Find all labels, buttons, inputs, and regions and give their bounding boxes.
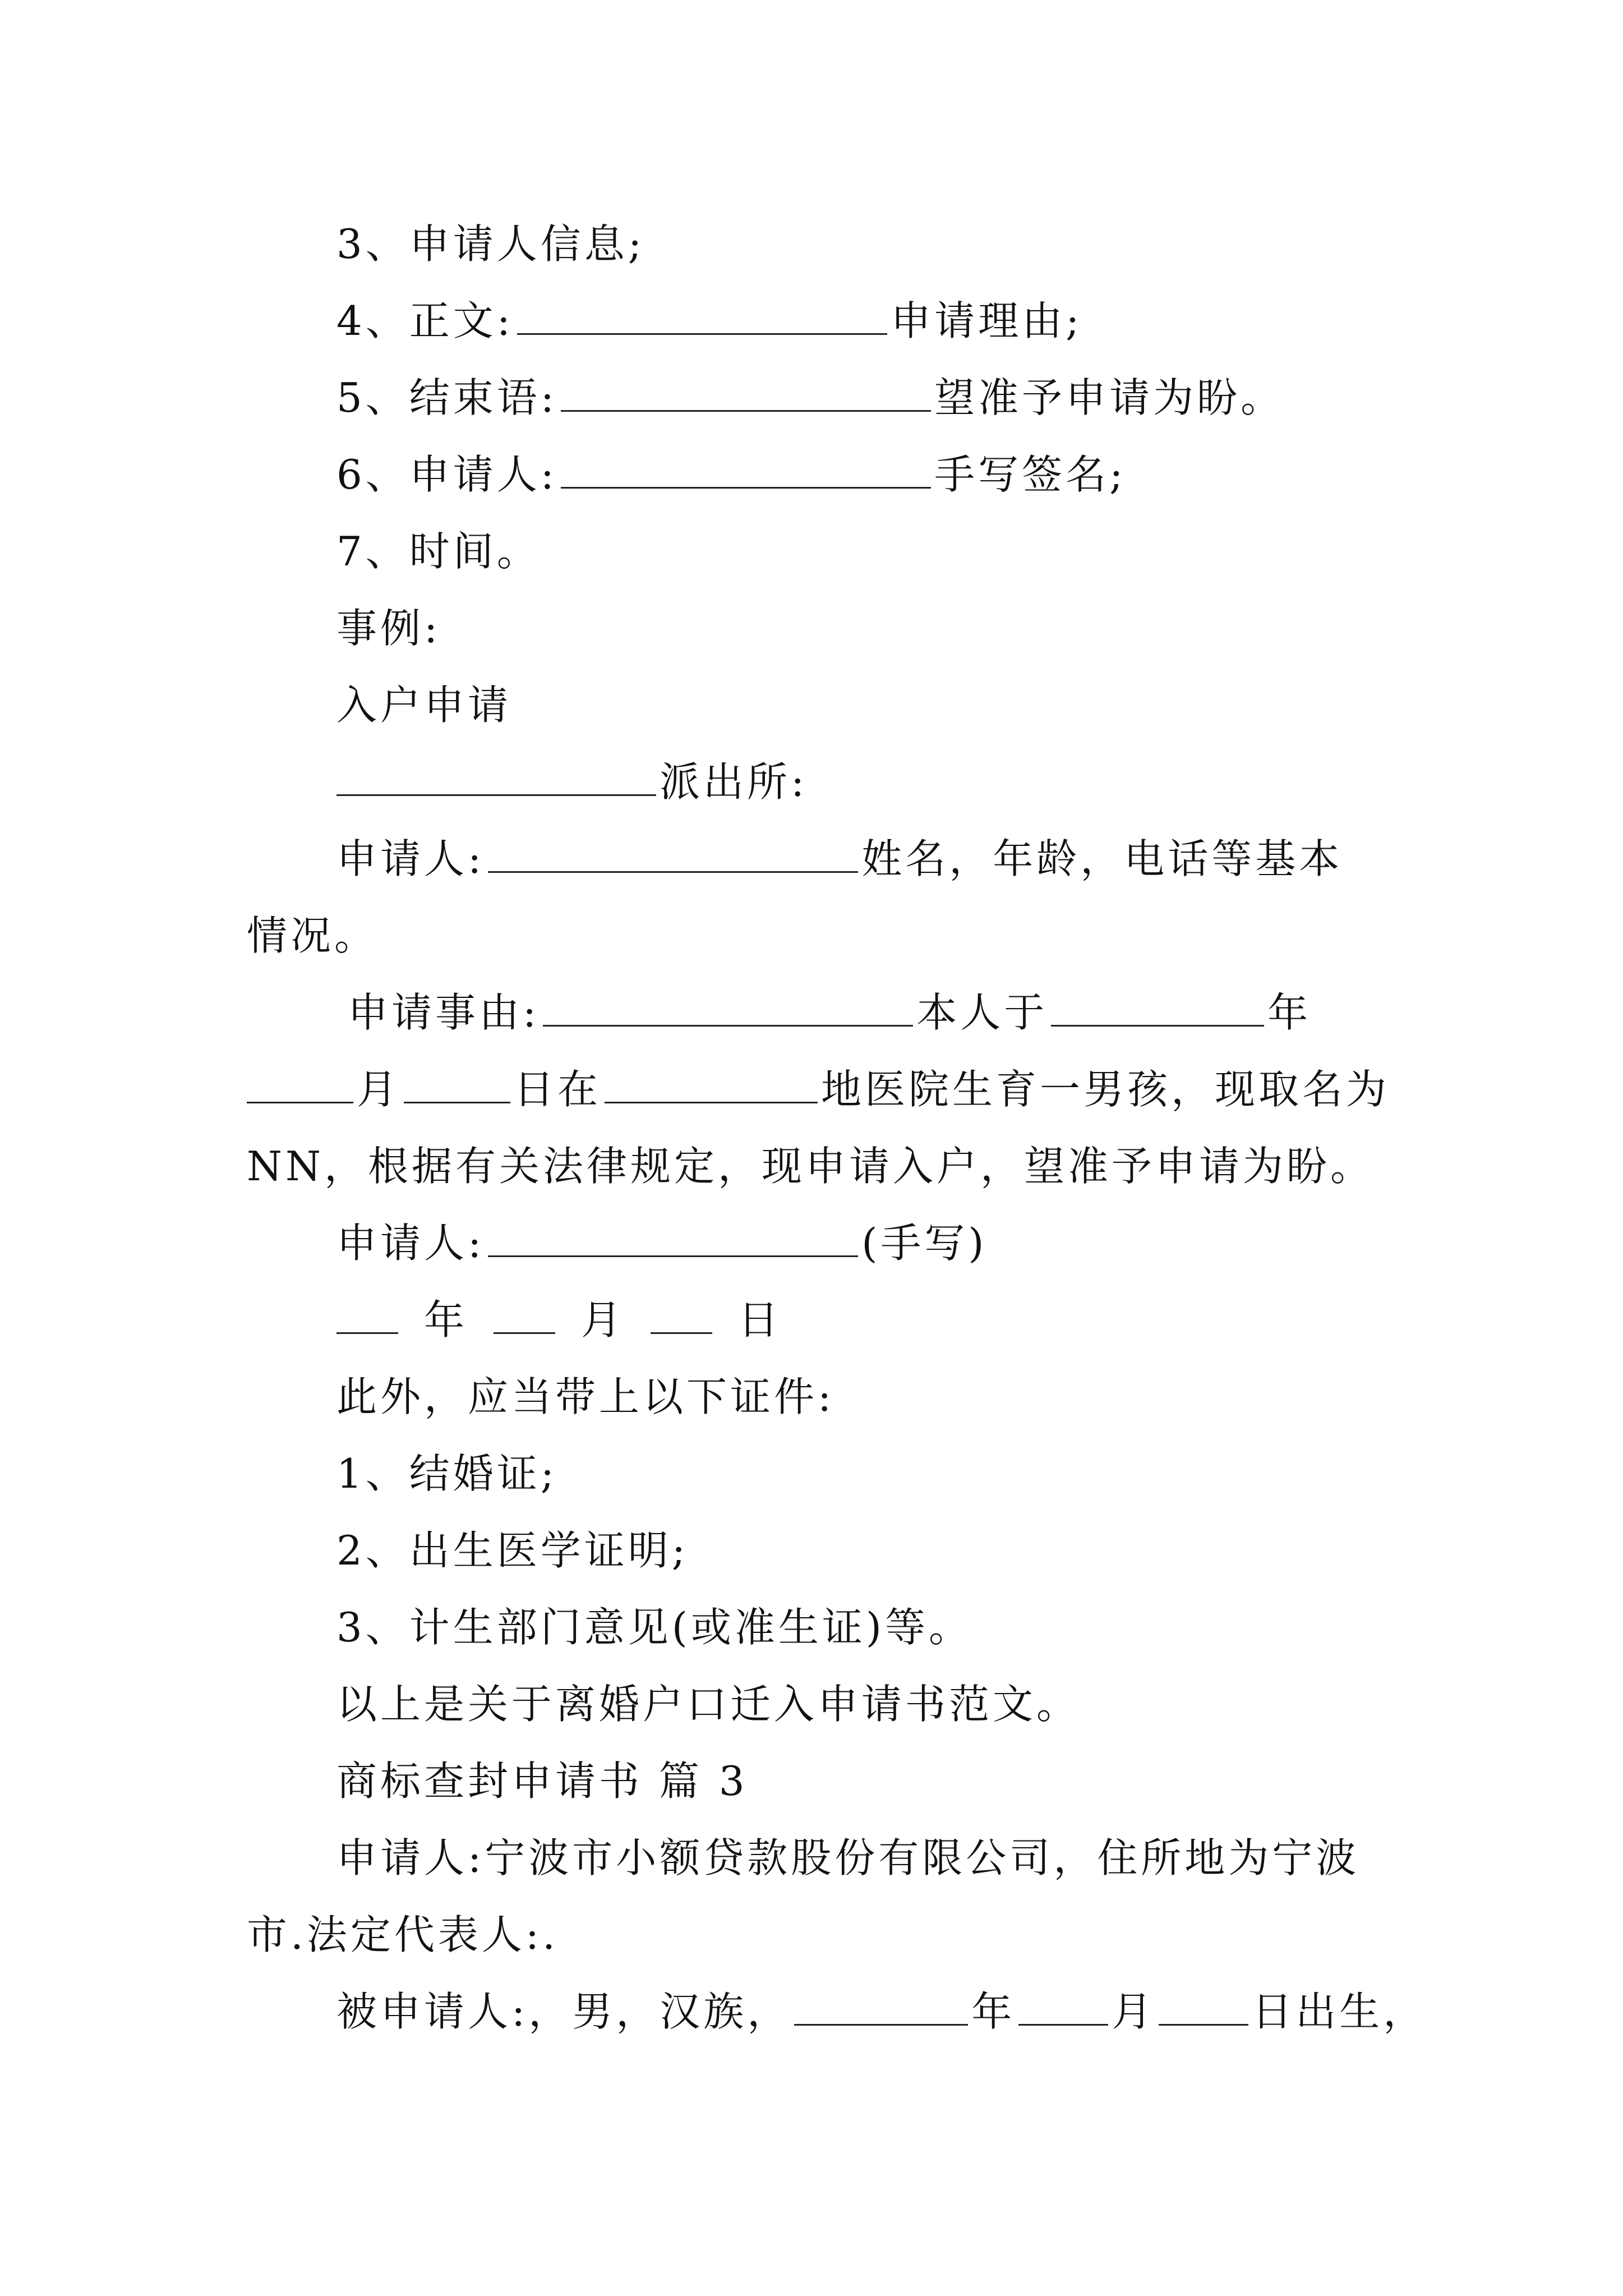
fill-in-blank [543, 986, 913, 1027]
reason-line [348, 984, 1311, 1041]
fill-in-blank [404, 1062, 510, 1103]
list-item-time [336, 523, 541, 579]
list-item-closing [336, 370, 1284, 426]
reason-line-end [247, 1138, 1374, 1194]
line-text: 情况。 [247, 912, 379, 959]
line-text: 申请人: [336, 835, 485, 882]
fill-in-blank [605, 1062, 818, 1103]
respondent-line [336, 1984, 1427, 2040]
line-text: 3、计生部门意见(或准生证)等。 [336, 1604, 972, 1651]
line-text: (手写) [861, 1220, 988, 1267]
line-text: 申请人:宁波市小额贷款股份有限公司，住所地为宁波 [336, 1834, 1360, 1881]
fill-in-blank [336, 1293, 398, 1334]
line-text: 市.法定代表人:. [247, 1911, 559, 1958]
reason-line-continued [247, 1061, 1390, 1117]
line-text: 3、申请人信息; [336, 220, 645, 268]
line-text: 手写签名; [934, 451, 1127, 498]
line-text: 6、申请人: [336, 451, 558, 498]
fill-in-blank [517, 294, 887, 335]
example-title [336, 677, 511, 733]
fill-in-blank [561, 448, 931, 489]
document-item-family-planning [336, 1599, 972, 1655]
line-text: 地医院生育一男孩，现取名为 [821, 1066, 1390, 1113]
fill-in-blank [247, 1062, 353, 1103]
line-text: 日出生， [1252, 1988, 1427, 2035]
line-text: 此外，应当带上以下证件: [336, 1373, 835, 1420]
document-item-marriage [336, 1446, 557, 1502]
line-text: 年 [971, 1988, 1016, 2035]
line-text: 7、时间。 [336, 528, 541, 575]
line-text: 日在 [514, 1066, 602, 1113]
date-month-label: 月 [581, 1296, 625, 1343]
applicant-line [336, 831, 1343, 887]
line-text: 5、结束语: [336, 374, 558, 421]
fill-in-blank [1018, 1985, 1108, 2026]
date-day-label: 日 [738, 1296, 782, 1343]
documents-heading [336, 1369, 834, 1425]
line-text: 姓名，年龄，电话等基本 [861, 835, 1343, 882]
line-text: 以上是关于离婚户口迁入申请书范文。 [336, 1681, 1081, 1728]
applicant-line-continued [247, 908, 378, 964]
line-text: 月 [357, 1066, 401, 1113]
document-item-birth [336, 1522, 689, 1579]
line-text: 2、出生医学证明; [336, 1527, 689, 1574]
line-text: 1、结婚证; [336, 1450, 558, 1497]
example-heading [336, 600, 441, 656]
fill-in-blank [651, 1293, 712, 1334]
line-text: 申请理由; [891, 297, 1083, 344]
fill-in-blank [336, 755, 656, 796]
line-text: 派出所: [660, 758, 808, 806]
line-text: 年 [1267, 989, 1312, 1036]
list-item-applicant-info [336, 216, 645, 272]
applicant-company-line-continued [247, 1907, 559, 1963]
fill-in-blank [561, 371, 931, 412]
summary-line [336, 1676, 1080, 1732]
applicant-company-line [336, 1830, 1359, 1886]
date-year-label: 年 [424, 1296, 468, 1343]
line-text: 申请人: [336, 1220, 485, 1267]
list-item-body [336, 293, 1082, 349]
line-text: 4、正文: [336, 297, 514, 344]
line-text: 事例: [336, 605, 441, 652]
section-title [336, 1753, 748, 1809]
line-text: 望准予申请为盼。 [934, 374, 1285, 421]
line-text: 商标查封申请书 篇 3 [336, 1757, 748, 1805]
date-line [336, 1292, 782, 1348]
line-text: 申请事由: [348, 989, 540, 1036]
line-text: 月 [1112, 1988, 1156, 2035]
signature-line [336, 1215, 987, 1271]
fill-in-blank [494, 1293, 555, 1334]
fill-in-blank [1159, 1985, 1248, 2026]
fill-in-blank [488, 832, 858, 873]
fill-in-blank [1051, 986, 1264, 1027]
line-text: NN，根据有关法律规定，现申请入户，望准予申请为盼。 [247, 1143, 1375, 1190]
line-text: 被申请人:，男，汉族， [336, 1988, 791, 2035]
fill-in-blank [794, 1985, 968, 2026]
line-text: 本人于 [916, 989, 1048, 1036]
list-item-applicant [336, 447, 1126, 503]
fill-in-blank [488, 1216, 858, 1257]
addressee-line [336, 754, 808, 810]
line-text: 入户申请 [336, 682, 512, 729]
